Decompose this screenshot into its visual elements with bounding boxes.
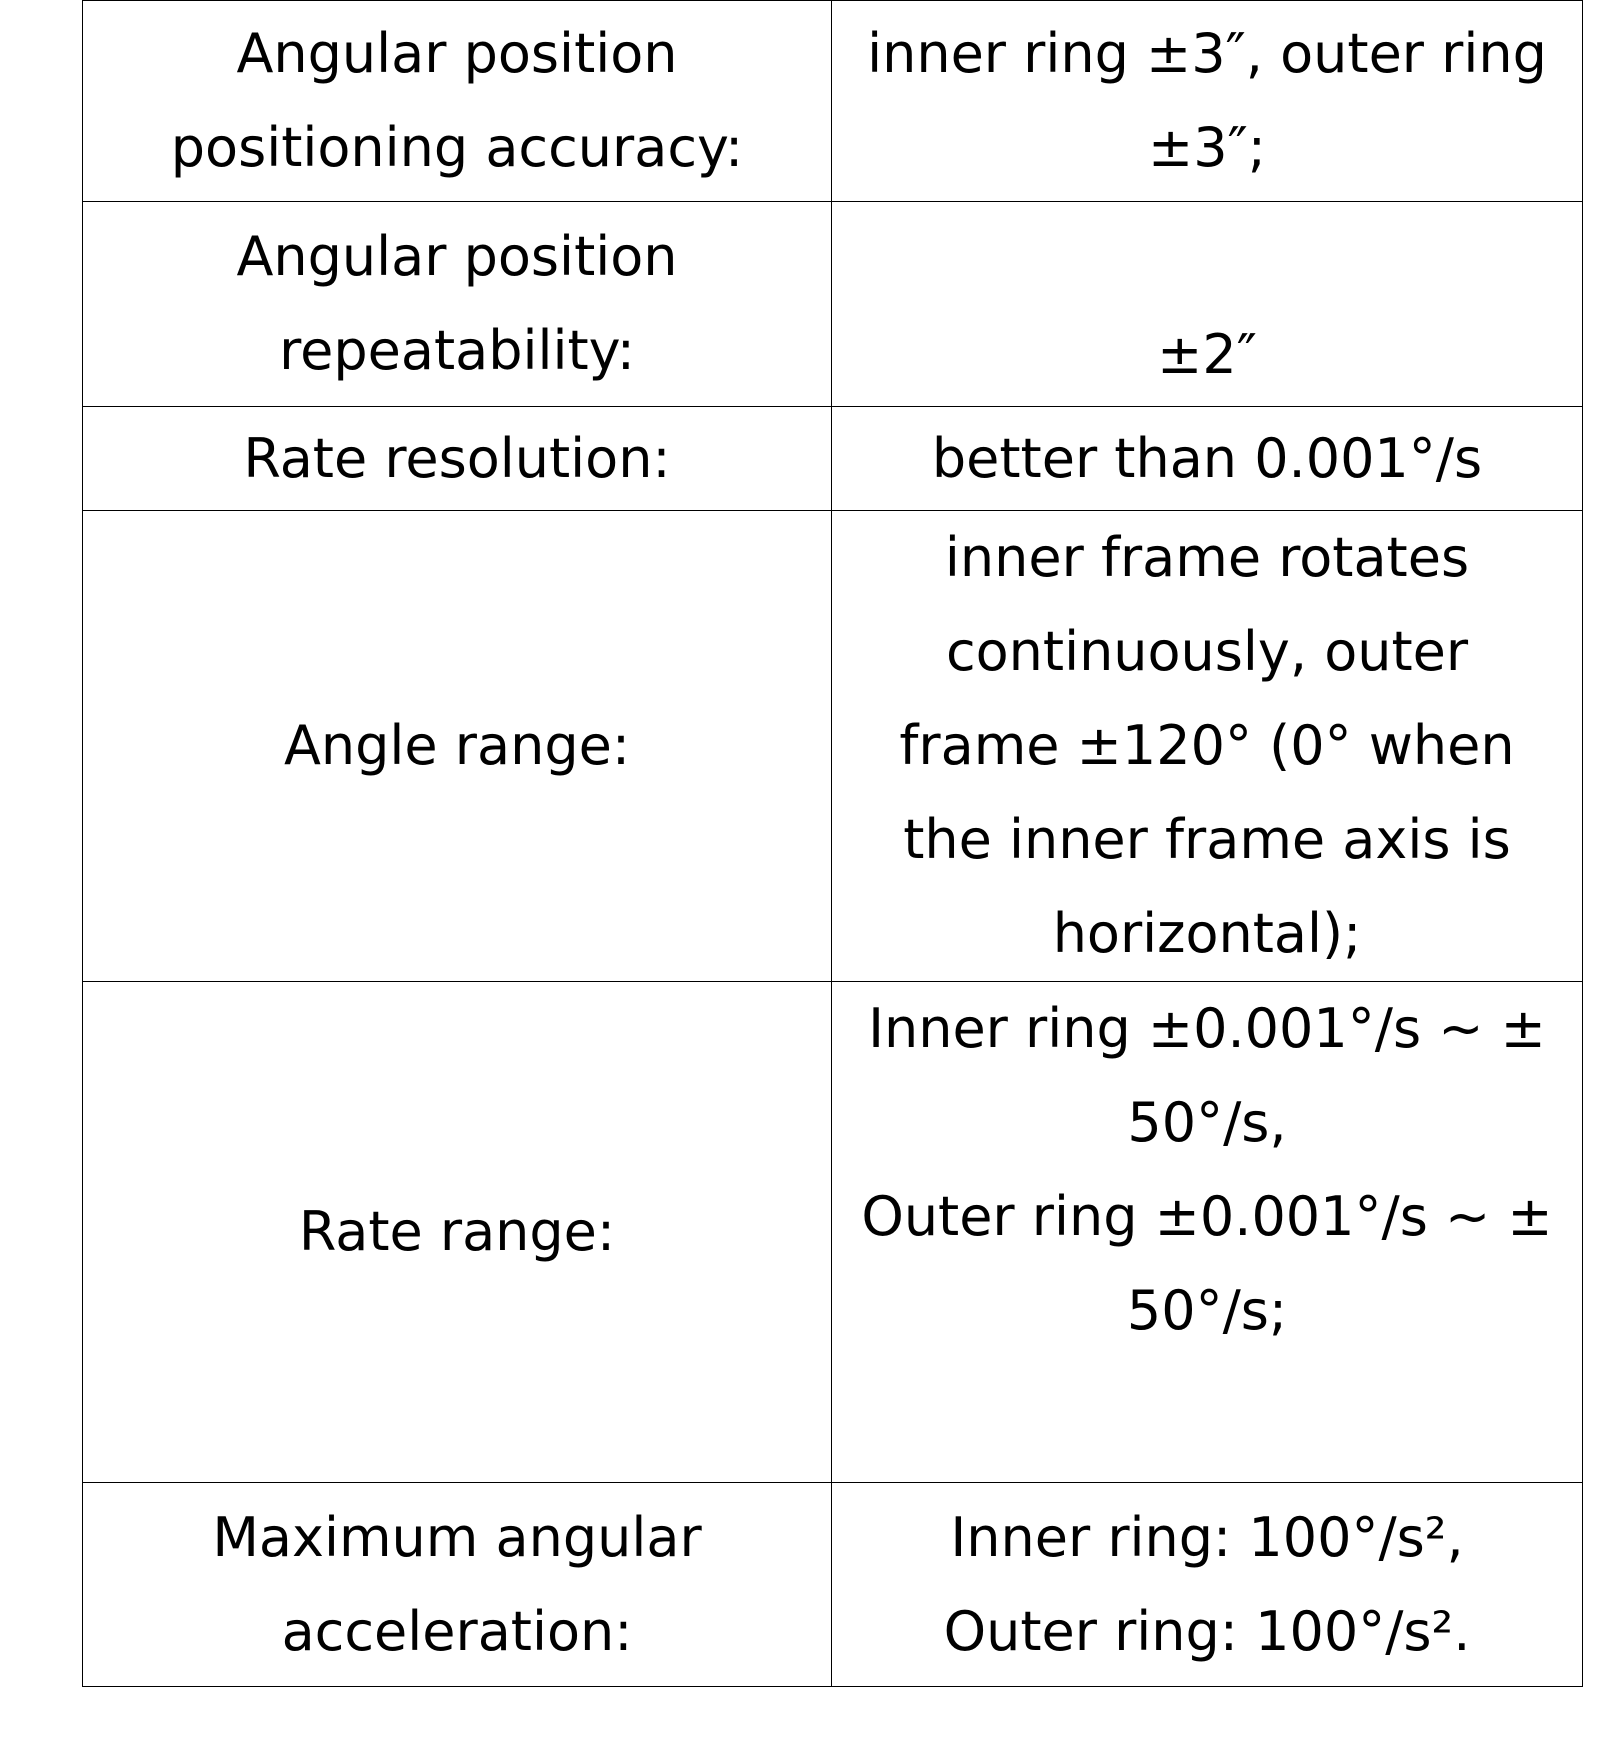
- spec-label-line: acceleration:: [281, 1599, 633, 1663]
- spec-label-line: positioning accuracy:: [170, 116, 744, 179]
- table-row: [83, 511, 1583, 982]
- spec-value-cell: [832, 202, 1583, 407]
- spec-value-line: inner frame rotates: [944, 526, 1470, 589]
- spec-value-line: inner ring ±3″, outer ring: [867, 22, 1547, 85]
- spec-value-line: horizontal);: [1052, 902, 1362, 965]
- table-row: [83, 1, 1583, 202]
- spec-value-cell: [832, 511, 1583, 982]
- spec-label-line: Rate resolution:: [243, 426, 671, 490]
- spec-value-line: continuously, outer: [945, 620, 1469, 683]
- spec-label-cell: [83, 1483, 832, 1687]
- spec-value-line: ±3″;: [1148, 116, 1266, 179]
- spec-value-cell: [832, 407, 1583, 511]
- table-row: [83, 1483, 1583, 1687]
- spec-label-cell: [83, 407, 832, 511]
- spec-value-line: better than 0.001°/s: [931, 426, 1483, 490]
- spec-table: [82, 0, 1583, 1687]
- spec-label-line: Maximum angular: [212, 1505, 702, 1569]
- spec-value-cell: [832, 1483, 1583, 1687]
- spec-value-line: Outer ring ±0.001°/s ~ ±: [861, 1185, 1553, 1248]
- spec-label-line: Angular position: [236, 225, 678, 288]
- spec-label-cell: [83, 511, 832, 982]
- spec-value-line: the inner frame axis is: [903, 808, 1511, 871]
- spec-value-line: 50°/s;: [1126, 1279, 1288, 1342]
- spec-value-cell: [832, 1, 1583, 202]
- spec-label-line: Angular position: [236, 22, 678, 85]
- table-row: [83, 407, 1583, 511]
- table-row: [83, 202, 1583, 407]
- spec-label-line: Rate range:: [298, 1200, 616, 1263]
- spec-value-line: Inner ring ±0.001°/s ~ ±: [868, 997, 1546, 1060]
- spec-value-line: Inner ring: 100°/s²,: [950, 1505, 1464, 1569]
- spec-label-line: Angle range:: [283, 714, 631, 777]
- spec-value-line: frame ±120° (0° when: [899, 714, 1515, 777]
- table-row: [83, 982, 1583, 1483]
- spec-value-line: Outer ring: 100°/s².: [943, 1599, 1471, 1663]
- spec-label-cell: [83, 1, 832, 202]
- spec-value-cell: [832, 982, 1583, 1483]
- spec-value-line: 50°/s,: [1127, 1091, 1287, 1154]
- spec-value-line: ±2″: [1157, 323, 1257, 386]
- spec-label-cell: [83, 202, 832, 407]
- spec-label-line: repeatability:: [279, 319, 635, 382]
- spec-label-cell: [83, 982, 832, 1483]
